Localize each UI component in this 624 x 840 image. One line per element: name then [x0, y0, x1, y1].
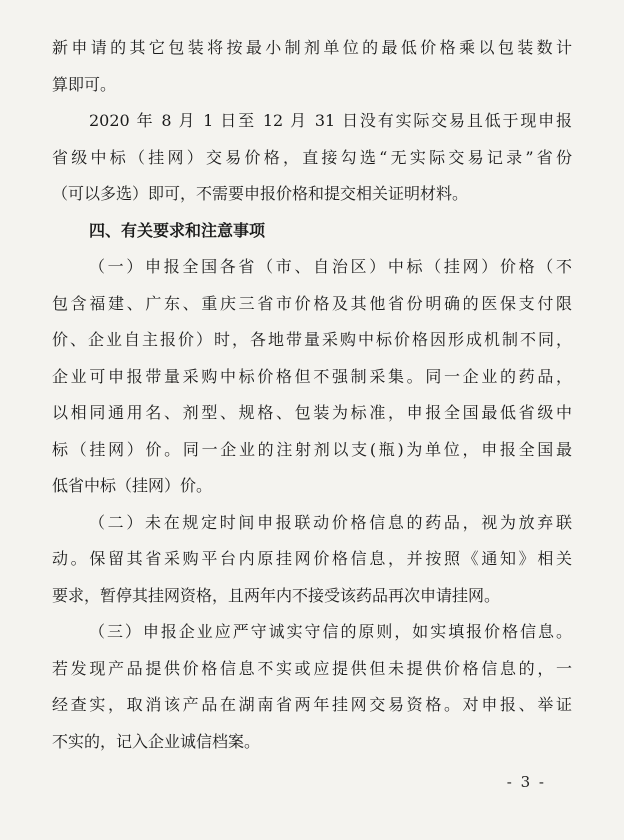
- text-line: 不实的，记入企业诚信档案。: [52, 731, 261, 751]
- text-line: 价、企业自主报价）时，各地带量采购中标价格因形成机制不同，: [52, 330, 572, 349]
- section-heading: 四、有关要求和注意事项: [89, 220, 266, 240]
- text-line: 2020 年 8 月 1 日至 12 月 31 日没有实际交易且低于现申报: [89, 111, 572, 130]
- text-line: 省级中标（挂网）交易价格，直接勾选“无实际交易记录”省份: [52, 147, 572, 167]
- text-line: 要求，暂停其挂网资格，且两年内不接受该药品再次申请挂网。: [52, 585, 501, 605]
- text-line: 动。保留其省采购平台内原挂网价格信息，并按照《通知》相关: [52, 549, 572, 568]
- page-number: - 3 -: [506, 773, 546, 791]
- text-line: 标（挂网）价。同一企业的注射剂以支(瓶)为单位，申报全国最: [52, 439, 572, 459]
- text-line: 以相同通用名、剂型、规格、包装为标准，申报全国最低省级中: [52, 403, 572, 422]
- text-line: 新申请的其它包装将按最小制剂单位的最低价格乘以包装数计: [52, 38, 572, 57]
- text-line: 若发现产品提供价格信息不实或应提供但未提供价格信息的，一: [52, 658, 572, 678]
- text-line: 经查实，取消该产品在湖南省两年挂网交易资格。对申报、举证: [52, 695, 572, 714]
- text-line: （三）申报企业应严守诚实守信的原则，如实填报价格信息。: [89, 622, 572, 641]
- text-line: 企业可申报带量采购中标价格但不强制采集。同一企业的药品，: [52, 366, 572, 386]
- text-line: 算即可。: [52, 74, 117, 94]
- text-line: 低省中标（挂网）价。: [52, 476, 213, 495]
- text-line: （可以多选）即可，不需要申报价格和提交相关证明材料。: [52, 184, 469, 203]
- text-line: （二）未在规定时间申报联动价格信息的药品，视为放弃联: [89, 512, 572, 532]
- text-line: 包含福建、广东、重庆三省市价格及其他省份明确的医保支付限: [52, 293, 572, 313]
- text-line: （一）申报全国各省（市、自治区）中标（挂网）价格（不: [89, 257, 572, 276]
- document-body: [52, 30, 572, 760]
